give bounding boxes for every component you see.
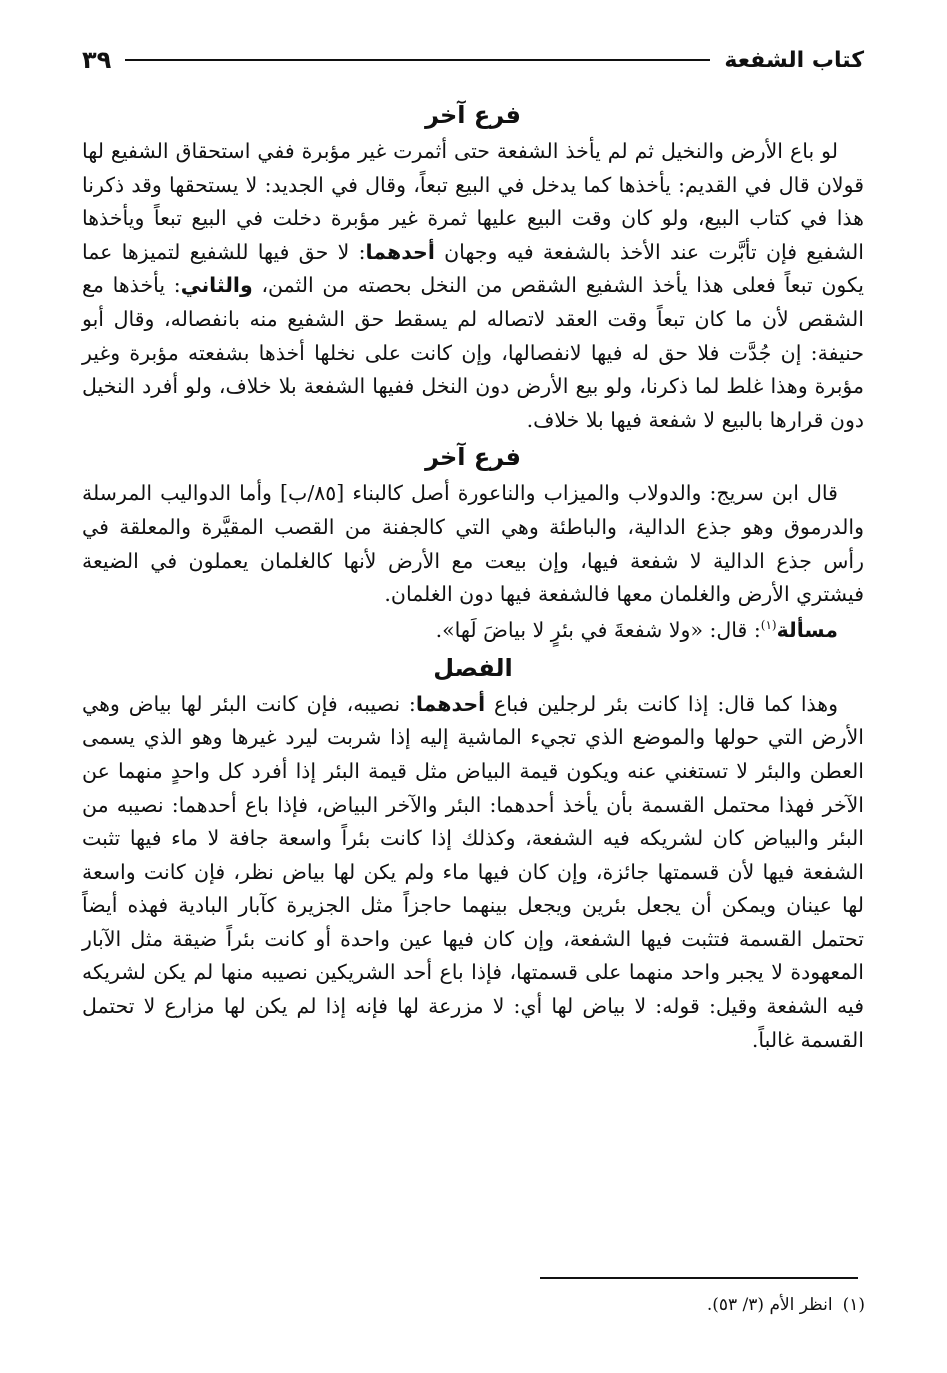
fasl-heading: الفصل <box>433 653 513 682</box>
footnote <box>83 1290 865 1320</box>
text-run: لو باع الأرض والنخيل ثم لم يأخذ الشفعة حتى أثمرت غير مؤبرة ففي استحقاق الشفيع لها قولان قال في القديم: يأخذها كما يدخل في البيع تبعاً، وقال في الجديد: لا يستحقها وقد ذكرنا هذا في كتاب البيع، ولو كان وقت البيع عليها ثمرة غير مؤبرة دخلت في البيع تبعاً ويأخذها الشفيع فإن تأبَّرت عند الأخذ بالشفعة فيه وجهان <box>82 139 864 264</box>
bold-term: والثاني <box>180 273 253 298</box>
text-run: وهذا كما قال: إذا كانت بئر لرجلين فباع <box>485 691 838 716</box>
paragraph <box>82 688 864 1058</box>
page-body <box>82 95 864 1057</box>
footnote-separator <box>540 1277 858 1279</box>
bold-term: أحدهما <box>365 239 435 264</box>
running-header <box>82 40 864 80</box>
masala-label: مسألة <box>776 617 838 642</box>
text-run: : يأخذها مع الشقص لأن ما كان تبعاً وقت العقد لاتصاله لم يسقط حق الشفيع منه بانفصاله، وقال أبو حنيفة: إن جُدَّت فلا حق له فيها لانفصالها، وإن كانت على نخلها أخذها بشفعته مؤبرة وغير مؤبرة وهذا غلط لما ذكرنا، ولو بيع الأرض دون النخل ففيها الشفعة بلا خلاف، ولو أفرد النخيل دون قرارها بالبيع لا شفعة فيها بلا خلاف. <box>82 273 864 432</box>
section-heading: فرع آخر <box>425 101 521 129</box>
section-heading: فرع آخر <box>425 443 521 472</box>
bold-term: أحدهما <box>415 691 486 716</box>
footnote-number: (١) <box>842 1295 865 1315</box>
footnote-ref[interactable]: (١) <box>760 617 777 632</box>
running-title: كتاب الشفعة <box>724 47 864 73</box>
text-run: : نصيبه، فإن كانت البئر لها بياض وهي الأرض التي حولها والموضع الذي تجيء الماشية إليه إذا شربت ليرد غيرها وهو الذي يسمى العطن والبئر لا تستغني عنه ويكون قيمة البياض مثل قيمة البئر إذا أفرد كل واحدٍ منهما عن الآخر فهذا محتمل القسمة بأن يأخذ أحدهما: البئر والآخر البياض، فإذا باع أحدهما: نصيبه من البئر والبياض كان لشريكه فيه الشفعة، وكذلك إذا كانت بئراً واسعة جافة لا ماء فيها تثبت الشفعة فيها لأن قسمتها جائزة، وإن كان فيها ماء ولم يكن لها بياض نظر، فإن كانت واسعة لها عينان ويمكن أن يجعل بئرين ويجعل بينهما حاجزاً مثل الجزيرة كآبار البادية فهذه أيضاً تحتمل القسمة فتثبت فيها الشفعة، وإن كان فيها عين واحدة أو كانت بئراً ضيقة مثل الآبار المعهودة لا يجبر واحد منهما على قسمتها، فإذا باع أحد الشريكين نصيبه منها لم يكن لشريكه فيه الشفعة وقيل: قوله: لا بياض لها أي: لا مزرعة لها فإنه إذا لم يكن لها مزارع لا تحتمل القسمة غالباً. <box>82 691 864 1052</box>
text-run: : لا حق فيها للشفيع لتميزها عما يكون تبعاً فعلى هذا يأخذ الشفيع الشقص من النخل بحصته من الثمن، <box>82 239 864 298</box>
paragraph <box>82 135 864 437</box>
masala-text: : قال: «ولا شفعةَ في بئرٍ لا بياضَ لَها». <box>435 617 761 642</box>
paragraph <box>82 477 864 611</box>
masala-line <box>82 612 864 648</box>
header-rule <box>125 59 710 61</box>
page-number: ٣٩ <box>82 46 112 74</box>
footnote-text: انظر الأم (٣/ ٥٣). <box>706 1295 833 1315</box>
text-run: قال ابن سريج: والدولاب والميزاب والناعورة أصل كالبناء [٨٥/ب] وأما الدواليب المرسلة والدرموق وهو جذع الدالية، والباطئة وهي التي كالجفنة من القصب المقيَّرة والمعلقة في رأس جذع الدالية لا شفعة فيها، وإن بيعت مع الأرض لأنها كالغلمان يعملون في الضيعة فيشتري الأرض والغلمان معها فالشفعة فيها دون الغلمان. <box>82 481 864 607</box>
